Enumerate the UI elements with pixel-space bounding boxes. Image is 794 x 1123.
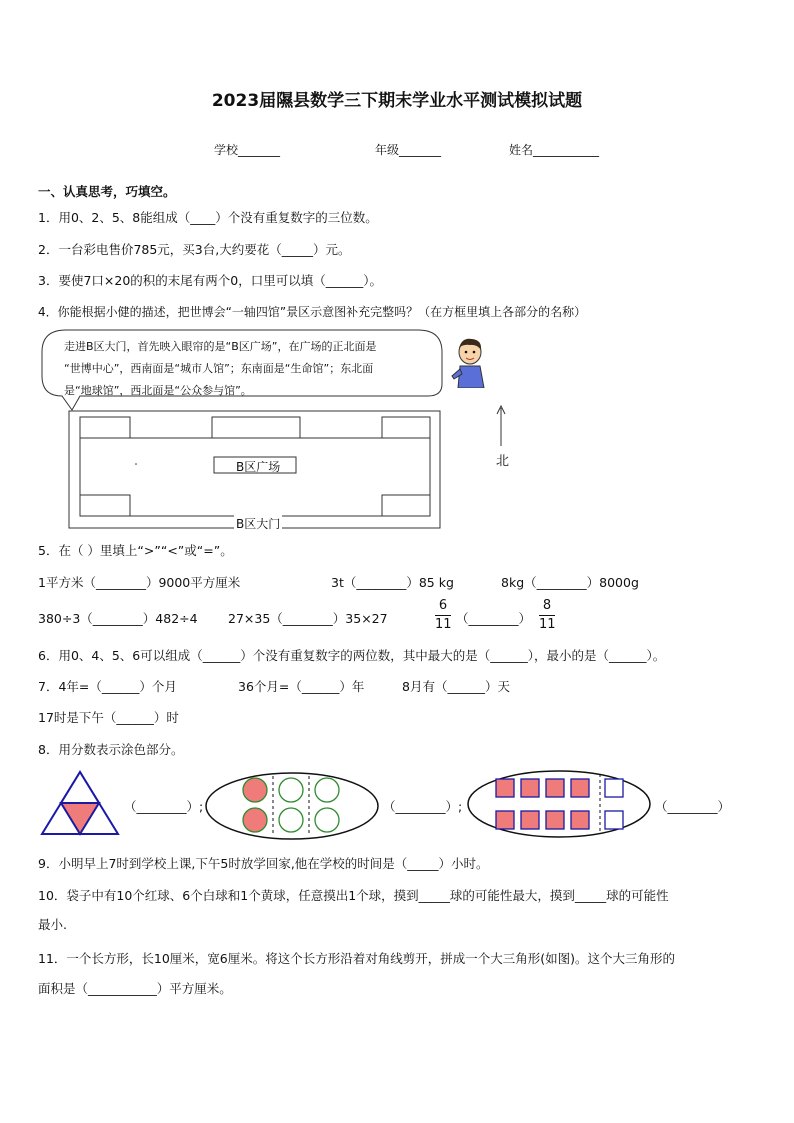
question-1: 1．用0、2、5、8能组成（____）个没有重复数字的三位数。 <box>38 210 378 225</box>
question-6: 6．用0、4、5、6可以组成（______）个没有重复数字的两位数，其中最大的是（______），最小的是（______）。 <box>38 648 666 663</box>
section-heading: 一、认真思考，巧填空。 <box>38 184 176 199</box>
question-7c: 8月有（______）天 <box>402 679 510 694</box>
question-11-line-2: 面积是（___________）平方厘米。 <box>38 981 232 996</box>
map-box-north <box>212 417 300 438</box>
school-field: 学校_______ <box>214 143 281 157</box>
bubble-line-1: 走进B区大门，首先映入眼帘的是“B区广场”，在广场的正北面是 <box>64 340 377 353</box>
question-10-line-2: 最小. <box>38 917 67 932</box>
question-5: 5．在（ ）里填上“>”“<”或“=”。 <box>38 543 233 558</box>
gate-label: B区大门 <box>236 517 281 531</box>
grade-field: 年级_______ <box>375 143 442 157</box>
bubble-line-2: “世博中心”，西南面是“城市人馆”；东南面是“生命馆”；东北面 <box>64 362 374 375</box>
question-8: 8．用分数表示涂色部分。 <box>38 742 184 757</box>
fraction-6-11: 6 11 <box>435 598 452 632</box>
q5-item-2: 3t（________）85 kg <box>331 575 454 590</box>
question-11-line-1: 11．一个长方形，长10厘米，宽6厘米。将这个长方形沿着对角线剪开，拼成一个大三角形(如图)。这个大三角形的 <box>38 951 676 966</box>
north-label: 北 <box>496 454 510 469</box>
question-9: 9．小明早上7时到学校上课,下午5时放学回家,他在学校的时间是（_____）小时。 <box>38 856 489 871</box>
question-3: 3．要使7口×20的积的末尾有两个0，口里可以填（______）。 <box>38 273 382 288</box>
map-box-northwest <box>80 417 130 438</box>
q8-blank-3: （________） <box>655 799 731 814</box>
q8-blank-2: （________）; <box>383 799 463 814</box>
north-arrow-icon <box>494 404 508 448</box>
plaza-label: B区广场 <box>236 460 281 474</box>
map-box-southwest <box>80 495 130 516</box>
squares-oval-figure <box>464 768 654 840</box>
question-2: 2．一台彩电售价785元，买3台,大约要花（_____）元。 <box>38 242 351 257</box>
bubble-line-3: 是“地球馆”，西北面是“公众参与馆”。 <box>64 384 252 397</box>
question-7d: 17时是下午（______）时 <box>38 710 179 725</box>
q5-item-4: 380÷3（________）482÷4 <box>38 611 198 626</box>
q5-item-3: 8kg（________）8000g <box>501 575 639 590</box>
question-7a: 7．4年=（______）个月 <box>38 679 177 694</box>
map-box-southeast <box>382 495 430 516</box>
page-title: 2023届隰县数学三下期末学业水平测试模拟试题 <box>211 91 583 111</box>
q5-item-1: 1平方米（________）9000平方厘米 <box>38 575 241 590</box>
question-7b: 36个月=（______）年 <box>238 679 365 694</box>
question-10-line-1: 10．袋子中有10个红球、6个白球和1个黄球，任意摸出1个球，摸到_____球的可能性最大，摸到_____球的可能性 <box>38 888 669 903</box>
q5-item-5: 27×35（________）35×27 <box>228 611 388 626</box>
triangle-figure <box>38 768 122 838</box>
q5-blank-6: （________） <box>456 611 532 626</box>
question-4: 4．你能根据小健的描述，把世博会“一轴四馆”景区示意图补充完整吗？（在方框里填上各部分的名称） <box>38 305 587 319</box>
fraction-8-11: 8 11 <box>539 598 556 632</box>
name-field: 姓名___________ <box>509 143 600 157</box>
q8-blank-1: （________）; <box>124 799 204 814</box>
boy-figure-icon <box>450 336 490 388</box>
map-box-northeast <box>382 417 430 438</box>
circles-oval-figure <box>202 770 382 842</box>
